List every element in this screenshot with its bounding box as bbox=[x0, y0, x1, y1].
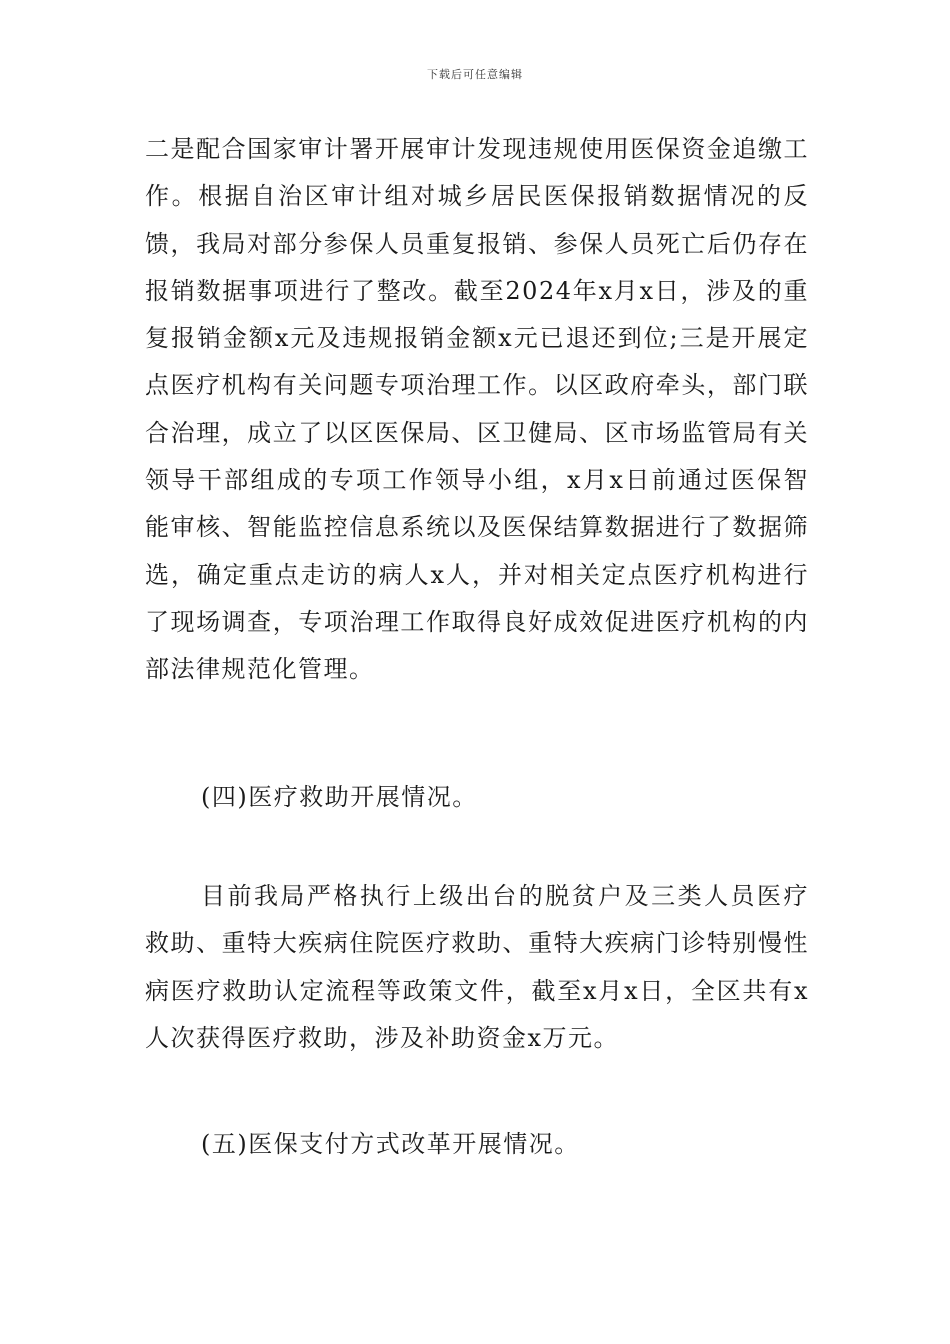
header-note: 下载后可任意编辑 bbox=[427, 68, 523, 81]
paragraph-text: 二是配合国家审计署开展审计发现违规使用医保资金追缴工作。根据自治区审计组对城乡居民医保报销数据情况的反馈，我局对部分参保人员重复报销、参保人员死亡后仍存在报销数据事项进行了整改。截至2024年x月x日，涉及的重复报销金额x元及违规报销金额x元已退还到位;三是开展定点医疗机构有关问题专项治理工作。以区政府牵头，部门联合治理，成立了以区医保局、区卫健局、区市场监管局有关领导干部组成的专项工作领导小组，x月x日前通过医保智能审核、智能监控信息系统以及医保结算数据进行了数据筛选，确定重点走访的病人x人，并对相关定点医疗机构进行了现场调查，专项治理工作取得良好成效促进医疗机构的内部法律规范化管理。 bbox=[145, 135, 809, 684]
section-heading-text: (四)医疗救助开展情况。 bbox=[201, 783, 478, 811]
section-heading-text: (五)医保支付方式改革开展情况。 bbox=[201, 1130, 580, 1158]
paragraph-medical-aid bbox=[145, 873, 809, 1062]
paragraph-audit-recovery bbox=[145, 126, 809, 694]
paragraph-text: 目前我局严格执行上级出台的脱贫户及三类人员医疗救助、重特大疾病住院医疗救助、重特大疾病门诊特别慢性病医疗救助认定流程等政策文件，截至x月x日，全区共有x人次获得医疗救助，涉及补助资金x万元。 bbox=[145, 882, 809, 1052]
section-heading-payment-reform bbox=[145, 1121, 809, 1168]
section-heading-medical-aid bbox=[145, 774, 809, 821]
